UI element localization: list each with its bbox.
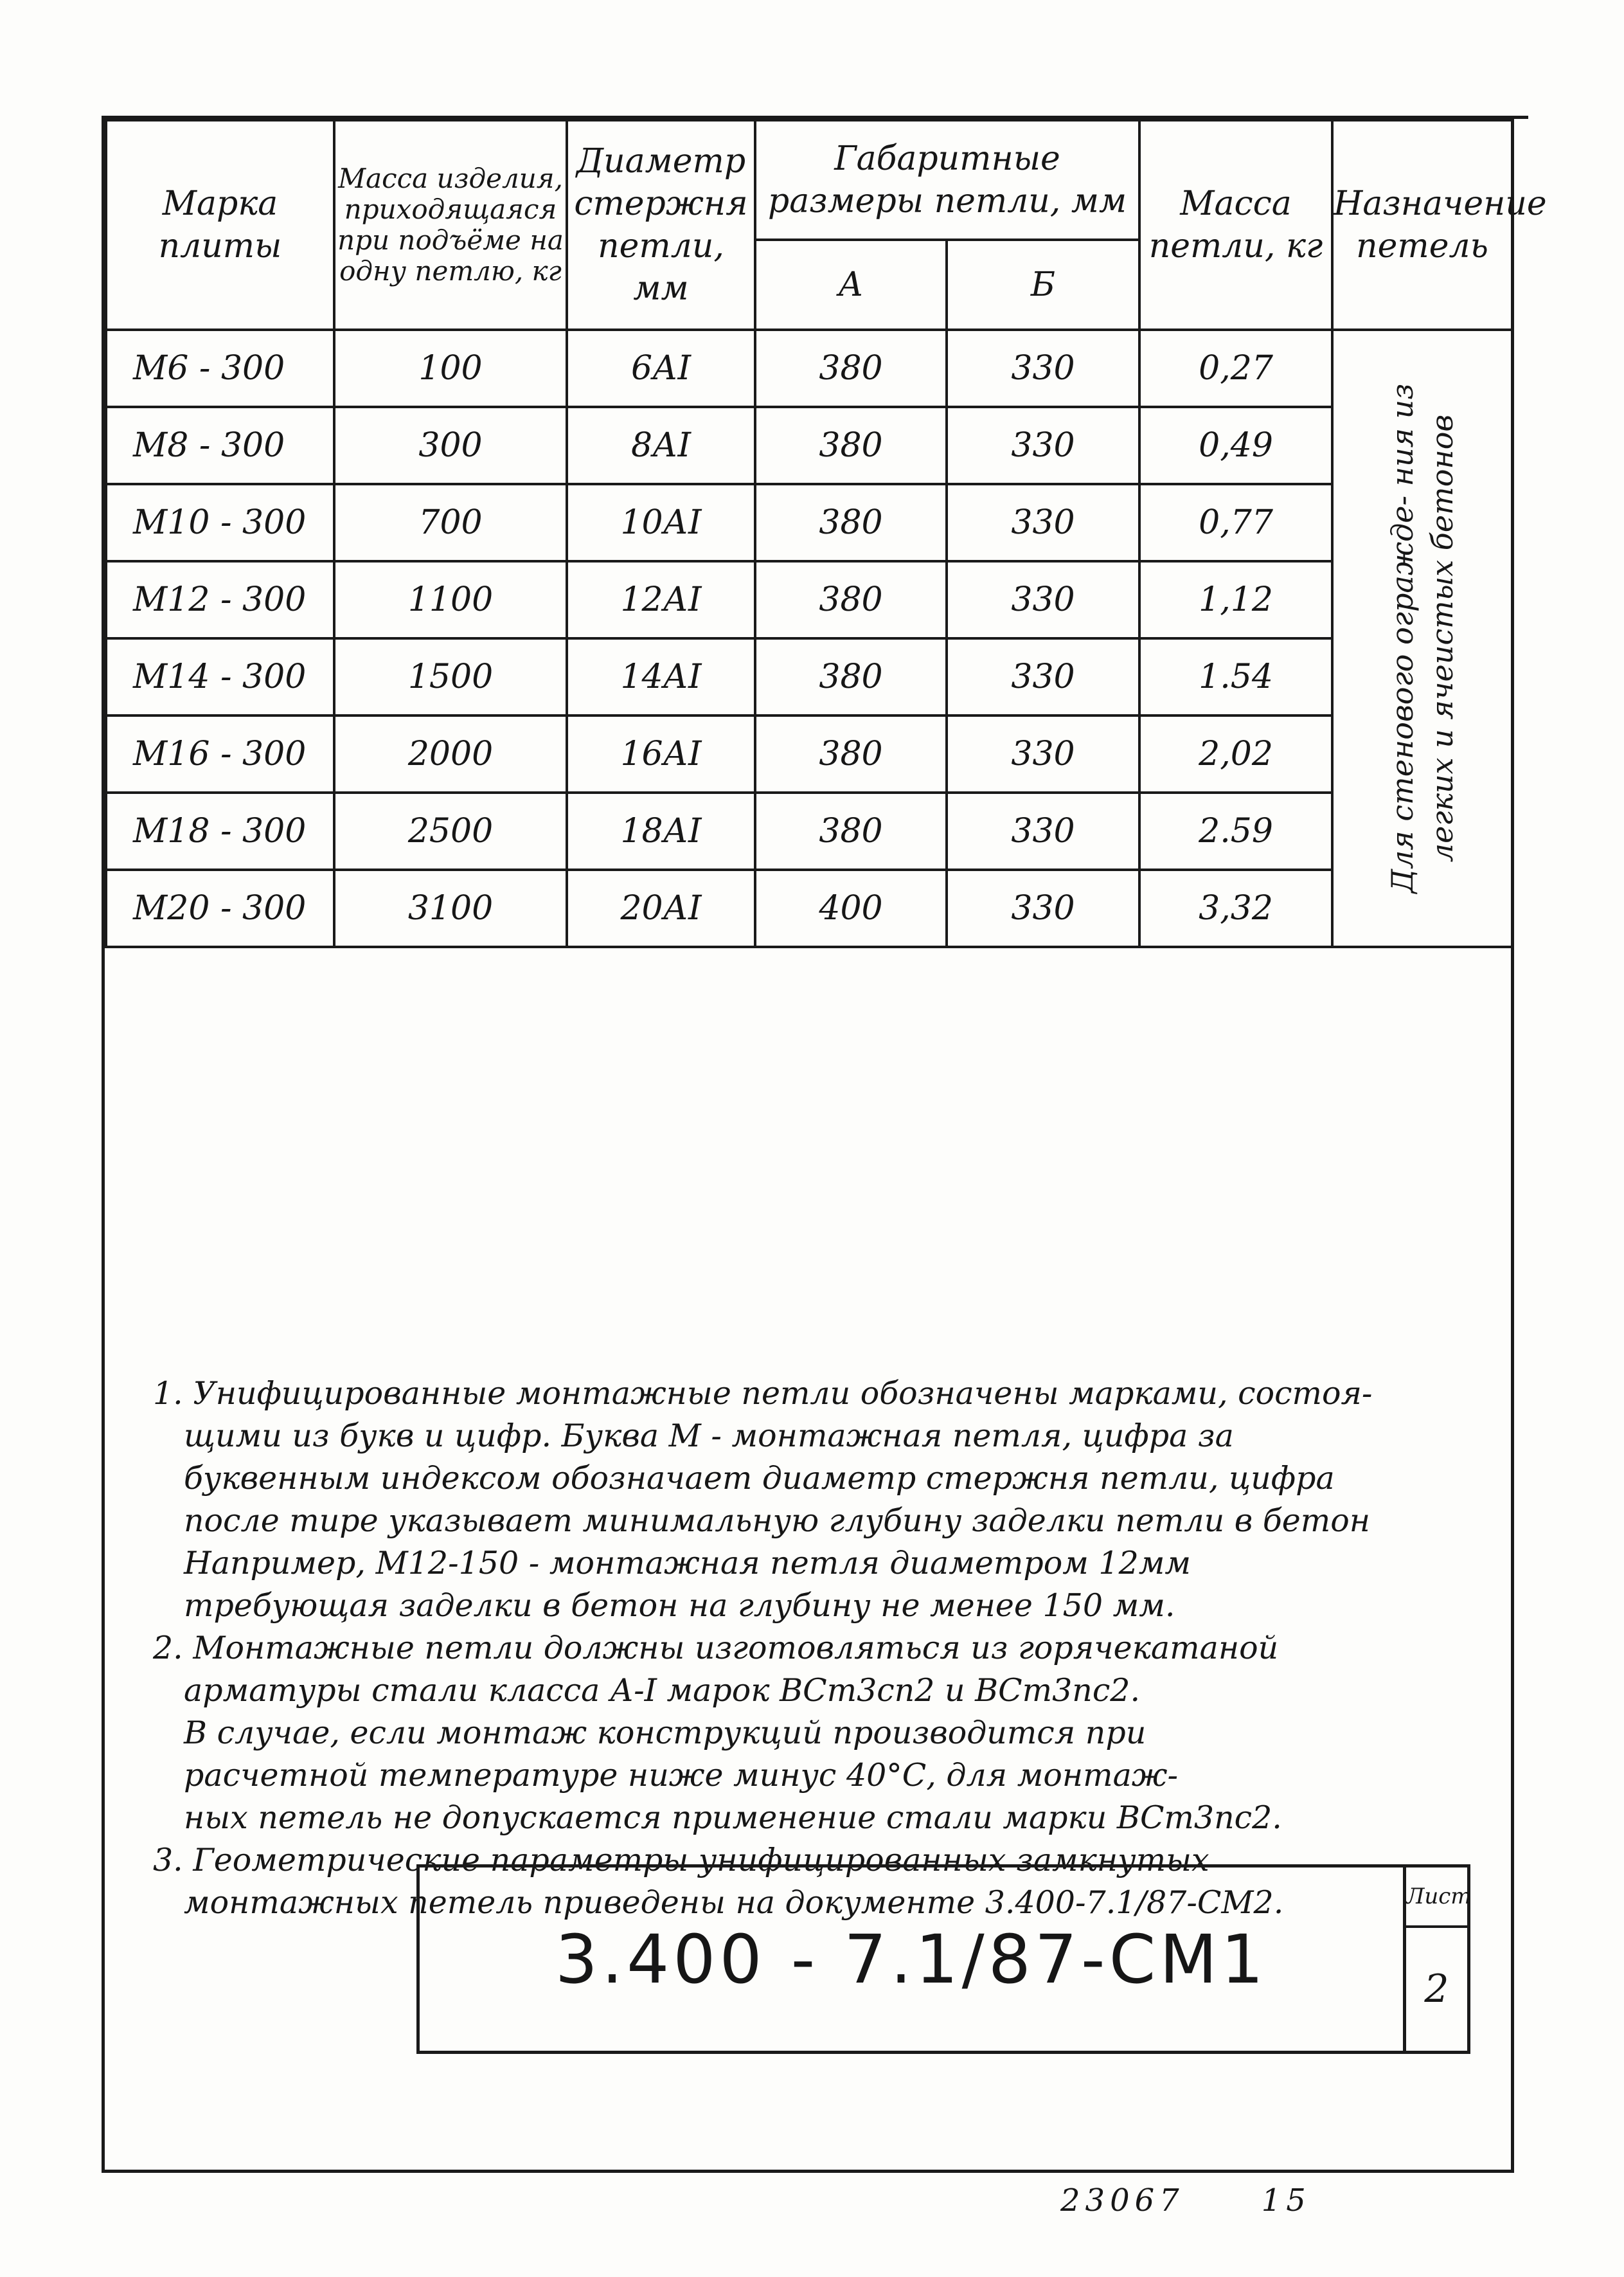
cell-loop-mass: 1.54 xyxy=(1139,638,1332,716)
note-item xyxy=(153,1372,1490,1627)
cell-mark: М16 - 300 xyxy=(106,716,334,793)
frame-extension xyxy=(1508,116,1528,119)
cell-dim-a: 380 xyxy=(755,716,947,793)
cell-loop-mass: 1,12 xyxy=(1139,561,1332,638)
cell-loop-mass: 0,77 xyxy=(1139,484,1332,561)
note-line: щими из букв и цифр. Буква М - монтажная петля, цифра за xyxy=(184,1418,1234,1454)
note-line: В случае, если монтаж конструкций производится при xyxy=(184,1715,1147,1751)
footer xyxy=(1060,2182,1388,2218)
cell-mark: М8 - 300 xyxy=(106,407,334,484)
cell-purpose xyxy=(1332,330,1512,947)
cell-dim-a: 400 xyxy=(755,870,947,947)
note-line: расчетной температуре ниже минус 40°С, для монтаж- xyxy=(184,1757,1179,1794)
cell-diameter: 18АI xyxy=(567,793,755,870)
cell-mass: 100 xyxy=(334,330,567,407)
header-mark: Марка плиты xyxy=(106,120,334,330)
cell-mark: М18 - 300 xyxy=(106,793,334,870)
cell-diameter: 14АI xyxy=(567,638,755,716)
sheet-number-box xyxy=(1406,1864,1470,2054)
cell-loop-mass: 0,49 xyxy=(1139,407,1332,484)
cell-mark: М20 - 300 xyxy=(106,870,334,947)
cell-mass: 1500 xyxy=(334,638,567,716)
cell-dim-b: 330 xyxy=(947,484,1139,561)
cell-dim-b: 330 xyxy=(947,793,1139,870)
header-loop-mass: Масса петли, кг xyxy=(1139,120,1332,330)
cell-dim-b: 330 xyxy=(947,407,1139,484)
purpose-text: Для стенового огражде- ния из легких и ячеистых бетонов xyxy=(1385,383,1460,894)
note-line: монтажных петель приведены на документе 3.400-7.1/87-СМ2. xyxy=(184,1884,1284,1921)
cell-dim-a: 380 xyxy=(755,484,947,561)
cell-mass: 2000 xyxy=(334,716,567,793)
cell-dim-b: 330 xyxy=(947,638,1139,716)
header-dims: Габаритные размеры петли, мм xyxy=(755,120,1139,240)
table-row xyxy=(106,330,1512,407)
cell-dim-a: 380 xyxy=(755,330,947,407)
cell-diameter: 20АI xyxy=(567,870,755,947)
cell-mass: 1100 xyxy=(334,561,567,638)
cell-mark: М12 - 300 xyxy=(106,561,334,638)
table-row xyxy=(106,716,1512,793)
cell-dim-a: 380 xyxy=(755,638,947,716)
cell-diameter: 12АI xyxy=(567,561,755,638)
cell-mass: 700 xyxy=(334,484,567,561)
note-line: буквенным индексом обозначает диаметр стержня петли, цифра xyxy=(184,1460,1335,1497)
page-number: 15 xyxy=(1261,2182,1311,2218)
cell-diameter: 6АI xyxy=(567,330,755,407)
cell-diameter: 8АI xyxy=(567,407,755,484)
table-row xyxy=(106,793,1512,870)
note-line: 2. Монтажные петли должны изготовляться из горячекатаной xyxy=(153,1630,1279,1666)
header-purpose: Назначение петель xyxy=(1332,120,1512,330)
cell-loop-mass: 3,32 xyxy=(1139,870,1332,947)
note-line: Например, М12-150 - монтажная петля диаметром 12мм xyxy=(184,1545,1191,1581)
table-row xyxy=(106,407,1512,484)
note-line: 1. Унифицированные монтажные петли обозначены марками, состоя- xyxy=(153,1375,1373,1412)
cell-mark: М6 - 300 xyxy=(106,330,334,407)
cell-loop-mass: 0,27 xyxy=(1139,330,1332,407)
sheet-number: 2 xyxy=(1424,1967,1449,2012)
note-item xyxy=(153,1627,1490,1839)
cell-dim-b: 330 xyxy=(947,330,1139,407)
header-mass-item: Масса изделия, приходящаяся при подъёме на одну петлю, кг xyxy=(334,120,567,330)
note-line: после тире указывает минимальную глубину заделки петли в бетон xyxy=(184,1502,1370,1539)
cell-mass: 3100 xyxy=(334,870,567,947)
table-row xyxy=(106,638,1512,716)
sheet-label: Лист xyxy=(1406,1868,1467,1928)
cell-dim-a: 380 xyxy=(755,561,947,638)
cell-dim-a: 380 xyxy=(755,407,947,484)
header-diameter: Диаметр стержня петли, мм xyxy=(567,120,755,330)
notes-block xyxy=(153,1372,1490,1924)
loops-table xyxy=(105,119,1547,948)
cell-dim-b: 330 xyxy=(947,716,1139,793)
note-line: требующая заделки в бетон на глубину не менее 150 мм. xyxy=(184,1587,1175,1624)
inventory-number: 23067 xyxy=(1060,2182,1184,2218)
cell-mark: М14 - 300 xyxy=(106,638,334,716)
table-row xyxy=(106,870,1512,947)
note-line: ных петель не допускается применение стали марки ВСт3пс2. xyxy=(184,1799,1282,1836)
cell-mark: М10 - 300 xyxy=(106,484,334,561)
title-block xyxy=(416,1864,1406,2054)
header-dim-a: А xyxy=(755,240,947,330)
note-line: 3. Геометрические параметры унифицированных замкнутых xyxy=(153,1842,1209,1878)
table-row xyxy=(106,484,1512,561)
note-line: арматуры стали класса А-I марок ВСт3сп2 и ВСт3пс2. xyxy=(184,1672,1141,1709)
cell-loop-mass: 2.59 xyxy=(1139,793,1332,870)
header-dim-b: Б xyxy=(947,240,1139,330)
cell-mass: 300 xyxy=(334,407,567,484)
cell-diameter: 10АI xyxy=(567,484,755,561)
cell-dim-b: 330 xyxy=(947,870,1139,947)
cell-dim-a: 380 xyxy=(755,793,947,870)
cell-loop-mass: 2,02 xyxy=(1139,716,1332,793)
cell-dim-b: 330 xyxy=(947,561,1139,638)
cell-diameter: 16АI xyxy=(567,716,755,793)
document-code: 3.400 - 7.1/87-СМ1 xyxy=(555,1920,1268,1999)
cell-mass: 2500 xyxy=(334,793,567,870)
table-row xyxy=(106,561,1512,638)
